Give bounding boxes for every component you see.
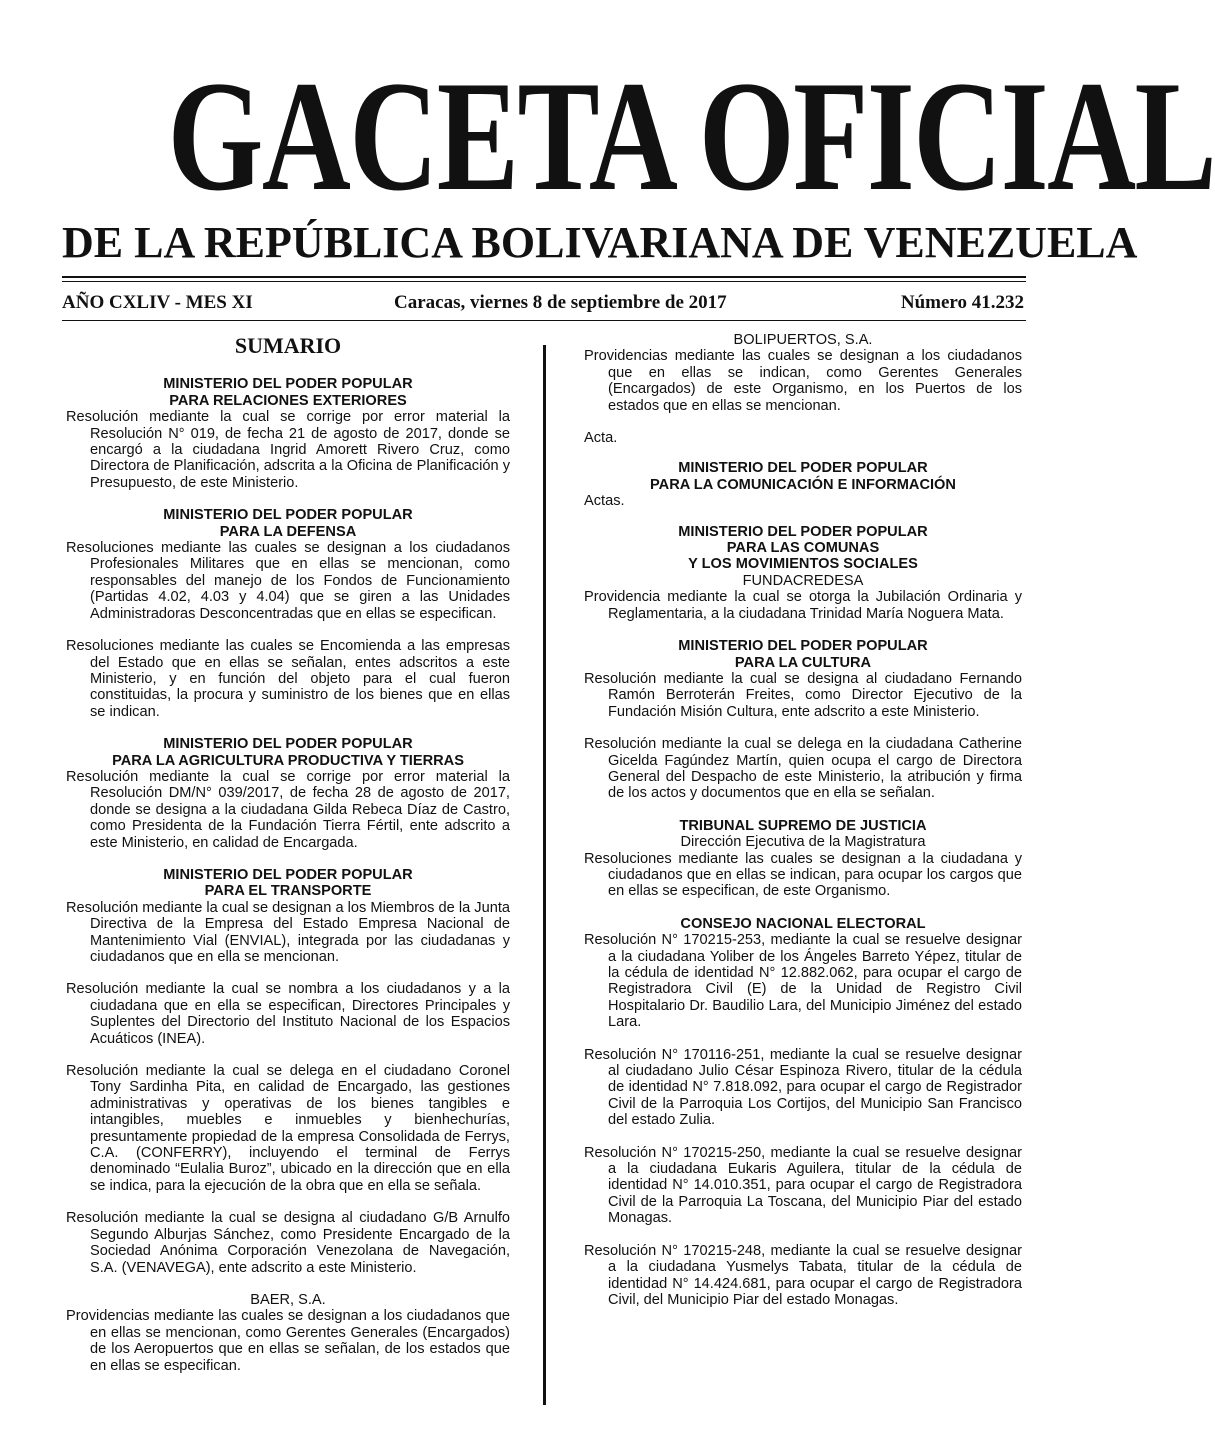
section-heading: PARA LA CULTURA (734, 654, 872, 671)
summary-entry: Resolución mediante la cual se designan a los Miembros de la Junta Directiva de la Empresa del Estado Empresa Nacional de Mantenimiento Vial (ENVIAL), integrada por las ciudadanas y ciudadanos que en ella se mencionan. (66, 899, 510, 965)
summary-entry: Acta. (584, 430, 618, 447)
summary-entry: Resolución N° 170215-248, mediante la cual se resuelve designar a la ciudadana Yusmelys Tabata, titular de la cédula de identidad N° 14.424.681, para ocupar el cargo de Registradora Civil, del Municipio Piar del estado Monagas. (584, 1242, 1022, 1308)
summary-entry: Resolución mediante la cual se nombra a los ciudadanos y a la ciudadana que en ella se especifican, Directores Principales y Suplentes del Directorio del Instituto Nacional de los Espacios Acuáticos (INEA). (66, 981, 510, 1047)
column-divider (543, 345, 546, 1405)
summary-entry: Resolución mediante la cual se designa al ciudadano Fernando Ramón Berroterán Freites, como Director Ejecutivo de la Fundación Misión Cultura, ente adscrito a este Ministerio. (584, 670, 1022, 720)
masthead-title: GACETA OFICIAL (167, 49, 1215, 224)
sumario-heading: SUMARIO (234, 333, 342, 358)
section-heading: PARA LAS COMUNAS (726, 540, 880, 557)
masthead (62, 49, 1215, 268)
summary-entry: Providencias mediante las cuales se designan a los ciudadanos que en ellas se mencionan, como Gerentes Generales (Encargados) de los Aeropuertos que en ellas se señalan, de los estados que en ellas se especifican. (66, 1308, 510, 1374)
summary-entry: Resolución N° 170215-253, mediante la cual se resuelve designar a la ciudadana Yoliber de los Ángeles Barreto Yépez, titular de la cédula de identidad N° 12.882.062, para ocupar el cargo de Registradora Civil (E) de la Unidad de Registro Civil Hospitalario Dr. Baudilio Lara, del Municipio Jiménez del estado Lara. (584, 932, 1022, 1031)
summary-entry: Resolución mediante la cual se corrige por error material la Resolución DM/N° 039/2017, de fecha 28 de agosto de 2017, donde se designa a la ciudadana Gilda Rebeca Díaz de Castro, como Presidenta de la Fundación Tierra Fértil, ente adscrito a este Ministerio, en calidad de Encargada. (66, 768, 510, 851)
section-heading: MINISTERIO DEL PODER POPULAR (678, 638, 928, 655)
summary-entry: Providencia mediante la cual se otorga la Jubilación Ordinaria y Reglamentaria, a la ciudadana Trinidad María Noguera Mata. (584, 589, 1022, 622)
summary-entry: Resolución N° 170116-251, mediante la cual se resuelve designar al ciudadano Julio César Espinoza Rivero, titular de la cédula de identidad N° 7.818.092, para ocupar el cargo de Registrador Civil de la Parroquia Los Cortijos, del Municipio San Francisco del estado Zulia. (584, 1046, 1022, 1129)
place-date: Caracas, viernes 8 de septiembre de 2017 (394, 292, 727, 313)
section-heading: PARA LA COMUNICACIÓN E INFORMACIÓN (650, 476, 956, 493)
entity-subheading: FUNDACREDESA (742, 572, 864, 589)
summary-entry: Resolución mediante la cual se delega en la ciudadana Catherine Gicelda Fagúndez Martín, quien ocupa el cargo de Directora General del Despacho de este Ministerio, la atribución y firma de los actos y documentos que en ella se señalan. (584, 736, 1022, 802)
section-heading: PARA EL TRANSPORTE (204, 883, 372, 900)
section-heading: MINISTERIO DEL PODER POPULAR (163, 736, 413, 753)
section-heading: TRIBUNAL SUPREMO DE JUSTICIA (679, 817, 927, 834)
section-heading: PARA LA DEFENSA (219, 523, 357, 540)
section-heading: Y LOS MOVIMIENTOS SOCIALES (688, 556, 918, 573)
summary-entry: Resolución mediante la cual se corrige por error material la Resolución N° 019, de fecha 21 de agosto de 2017, donde se encargó a la ciudadana Ingrid Amorett Rivero Cruz, como Directora de Planificación, adscrita a la Oficina de Planificación y Presupuesto, de este Ministerio. (66, 409, 510, 491)
dateline-rule (62, 320, 1026, 321)
section-heading: MINISTERIO DEL PODER POPULAR (163, 507, 413, 524)
summary-entry: Resolución mediante la cual se delega en el ciudadano Coronel Tony Sardinha Pita, en calidad de Encargado, las gestiones administrativas y operativas de los bienes tangibles e intangibles, muebles e inmuebles y bienhechurías, presuntamente propiedad de la empresa Consolidada de Ferrys, C.A. (CONFERRY), incluyendo el terminal de Ferrys denominado “Eulalia Buroz”, ubicado en la dirección que en ella se indica, para la ejecución de la obra que en ella se señala. (66, 1063, 510, 1194)
summary-entry: Resoluciones mediante las cuales se designan a los ciudadanos Profesionales Militares que en ellas se mencionan, como responsables del manejo de los Fondos de Funcionamiento (Partidas 4.02, 4.03 y 4.04) que se giren a las Unidades Administradoras Desconcentradas que en ellas se especifican. (66, 540, 510, 622)
year-month: AÑO CXLIV - MES XI (62, 292, 253, 313)
summary-entry: Resolución N° 170215-250, mediante la cual se resuelve designar a la ciudadana Eukaris Aguilera, titular de la cédula de identidad N° 14.010.351, para ocupar el cargo de Registradora Civil de la Parroquia La Toscana, del Municipio Piar del estado Monagas. (584, 1144, 1022, 1227)
section-heading: MINISTERIO DEL PODER POPULAR (678, 523, 928, 540)
section-heading: PARA RELACIONES EXTERIORES (169, 392, 407, 409)
summary-entry: Resolución mediante la cual se designa al ciudadano G/B Arnulfo Segundo Alburjas Sánchez, como Presidente Encargado de la Sociedad Anónima Corporación Venezolana de Navegación, S.A. (VENAVEGA), ente adscrito a este Ministerio. (66, 1210, 510, 1276)
entity-subheading: BOLIPUERTOS, S.A. (733, 332, 873, 348)
section-heading: MINISTERIO DEL PODER POPULAR (163, 376, 413, 393)
section-heading: PARA LA AGRICULTURA PRODUCTIVA Y TIERRAS (112, 752, 464, 769)
summary-entry: Resoluciones mediante las cuales se designan a la ciudadana y ciudadanos que en ellas se indican, para ocupar los cargos que en ellas se especifican, de este Organismo. (584, 850, 1022, 900)
issue-number: Número 41.232 (900, 292, 1024, 313)
summary-entry: Providencias mediante las cuales se designan a los ciudadanos que en ellas se indican, como Gerentes Generales (Encargados) de este Organismo, en los Puertos de los estados que en ellas se mencionan. (584, 348, 1022, 414)
top-rule-thick (62, 276, 1026, 278)
summary-right-column (584, 332, 1022, 1324)
masthead-subtitle: DE LA REPÚBLICA BOLIVARIANA DE VENEZUELA (62, 218, 1138, 267)
summary-entry: Resoluciones mediante las cuales se Encomienda a las empresas del Estado que en ellas se señalan, entes adscritos a este Ministerio, y en función del objeto para el cual fueron constituidas, la procura y suministro de los bienes que en ellas se indican. (66, 638, 510, 720)
entity-subheading: BAER, S.A. (250, 1291, 326, 1308)
summary-left-column (66, 332, 510, 1390)
entity-subheading: Dirección Ejecutiva de la Magistratura (680, 834, 926, 851)
section-heading: CONSEJO NACIONAL ELECTORAL (680, 915, 926, 932)
top-rule-thin (62, 281, 1026, 282)
summary-entry: Actas. (584, 493, 625, 510)
dateline (62, 292, 1026, 320)
section-heading: MINISTERIO DEL PODER POPULAR (678, 460, 928, 477)
section-heading: MINISTERIO DEL PODER POPULAR (163, 866, 413, 883)
